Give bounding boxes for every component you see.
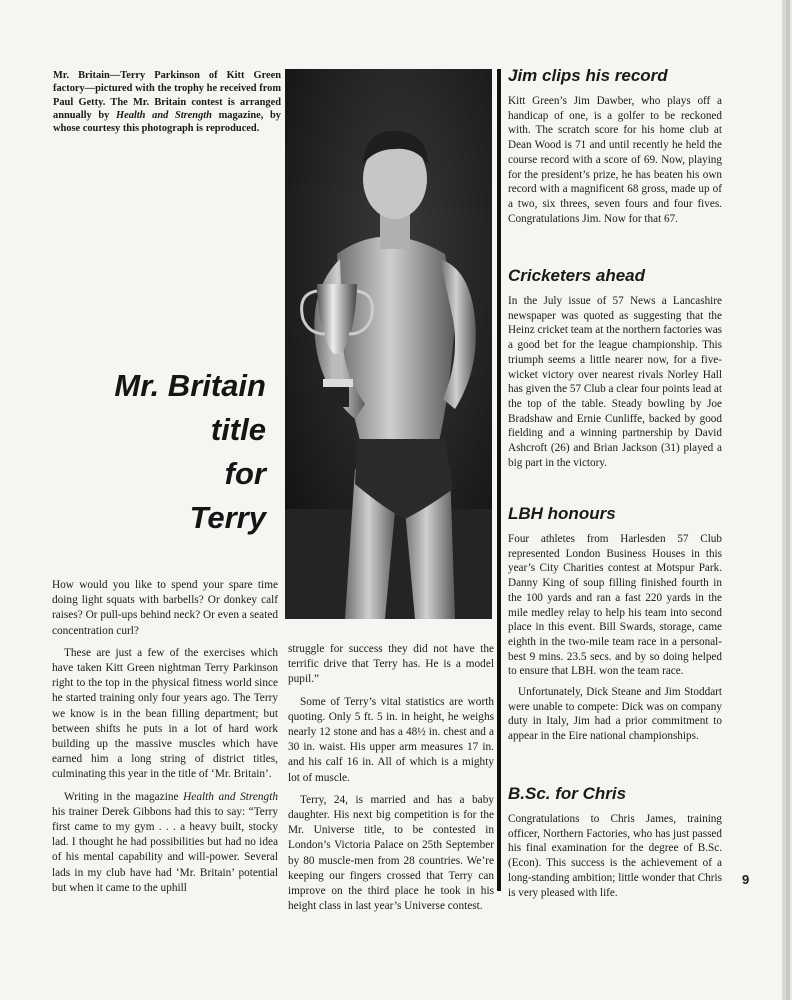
- article-paragraph: These are just a few of the exercises which have taken Kitt Green nightman Terry Parkinson right to the top in the physical fitness world since he started training only four years ago. The Terry we know is in the bean filling department; but between shifts he puts in a lot of hard work building up the massive muscles which have earned him a long string of district titles, culminating this year in the title of ‘Mr. Britain’.: [52, 646, 278, 781]
- headline-line: title: [210, 412, 266, 447]
- magazine-name: Health and Strength: [183, 790, 278, 803]
- article-column-1: [52, 578, 278, 903]
- story-title: Jim clips his record: [508, 66, 668, 85]
- article-paragraph: Terry, 24, is married and has a baby daughter. His next big competition is for the Mr. Universe title, to be contested in London’s Victoria Palace on 25th September by 80 muscle-men from 28 countries. We’re keeping our fingers crossed that Terry can improve on the third place he took in his height class in last year’s Universe contest.: [288, 793, 494, 913]
- page-number: 9: [742, 872, 750, 887]
- article-paragraph: struggle for success they did not have the terrific drive that Terry has. He is a model pupil.”: [288, 643, 494, 686]
- photo-caption: [53, 69, 281, 135]
- headline: [40, 364, 266, 540]
- story-title: B.Sc. for Chris: [508, 784, 627, 803]
- article-column-2: [288, 642, 494, 921]
- story-body: Unfortunately, Dick Steane and Jim Stoddart were unable to compete: Dick was on company duty in Italy, Jim had a prior commitment to appear in the Eire national championships.: [508, 686, 722, 743]
- story-body: In the July issue of 57 News a Lancashire newspaper was quoted as suggesting that the Heinz cricket team at the northern factories was a good bet for the league championship. This triumph seems a little nearer now, for a five-wicket victory over nearest rivals Norley Hall has given the 57 Club a clear four points lead at the top of the table. Steady bowling by Joe Bradshaw and Ernie Cunliffe, backed by good fielding and a winning partnership by David Ashcroft (26) and Brian Jackson (31) played a big part in the victory.: [508, 295, 723, 469]
- caption-magazine-name: Health and Strength: [116, 109, 212, 121]
- bodybuilder-photo: [285, 69, 492, 619]
- caption-text: Mr. Britain—Terry Parkinson of Kitt Green factory—pictured with the trophy he received from Paul Getty. The Mr. Britain contest is arranged annually by: [53, 70, 281, 121]
- story-jim: [508, 66, 722, 232]
- story-body: Kitt Green’s Jim Dawber, who plays off a handicap of one, is a golfer to be reckoned with. The scratch score for his home club at Dean Wood is 71 and until recently he held the course record with a score of 69. Now, playing for the president’s prize, he has beaten his own record with a magnificent 68 gross, made up of a two, six threes, seven fours and four fives. Congratulations Jim. Now for that 67.: [508, 95, 722, 225]
- story-title: LBH honours: [508, 504, 616, 523]
- story-chris: [508, 784, 722, 906]
- story-lbh: [508, 504, 722, 750]
- article-paragraph: [52, 790, 278, 896]
- article-paragraph: Some of Terry’s vital statistics are worth quoting. Only 5 ft. 5 in. in height, he weighs nearly 12 stone and has a 48½ in. chest and a 30 in. waist. His upper arm measures 17 in. and his calf 16 in. All of which is a mighty lot of muscle.: [288, 695, 494, 784]
- caption-text-end: magazine, by whose courtesy this photograph is reproduced.: [53, 109, 281, 135]
- article-paragraph: How would you like to spend your spare time doing light squats with barbells? Or donkey calf raises? Or pull-ups behind neck? Or even a seated concentration curl?: [52, 579, 278, 637]
- story-body: Congratulations to Chris James, training officer, Northern Factories, who has just passed his final examination for the degree of B.Sc. (Econ). This success is the achievement of a long-standing ambition; little wonder that Chris is very pleased with life.: [508, 813, 722, 899]
- paragraph-text: his trainer Derek Gibbons had this to say: “Terry first came to my gym . . . a heavy built, stocky lad. I thought he had possibilities but had no idea of his mental capability and will-power. Several lads in my club have had ‘Mr. Britain’ potential but when it came to the uphill: [52, 805, 278, 894]
- headline-line: Terry: [189, 500, 266, 535]
- headline-line: Mr. Britain: [114, 368, 266, 403]
- story-cricket: [508, 266, 722, 476]
- story-body: Four athletes from Harlesden 57 Club represented London Business Houses in this year’s City Charities contest at Motspur Park. Danny King of soup filling finished fourth in the 100 yards and ran a fast 220 yards in the mile medley relay to help his team into second place in this event. Bill Swards, storage, came eighth in the two-mile team race in a personal-best 9 mins. 23.5 secs. and by so doing helped to ensure that LBH. won the team race.: [508, 533, 722, 678]
- paragraph-text: Writing in the magazine: [64, 790, 184, 803]
- photo-illustration: [285, 69, 492, 619]
- column-divider: [497, 69, 501, 891]
- story-title: Cricketers ahead: [508, 266, 646, 285]
- headline-line: for: [224, 456, 266, 491]
